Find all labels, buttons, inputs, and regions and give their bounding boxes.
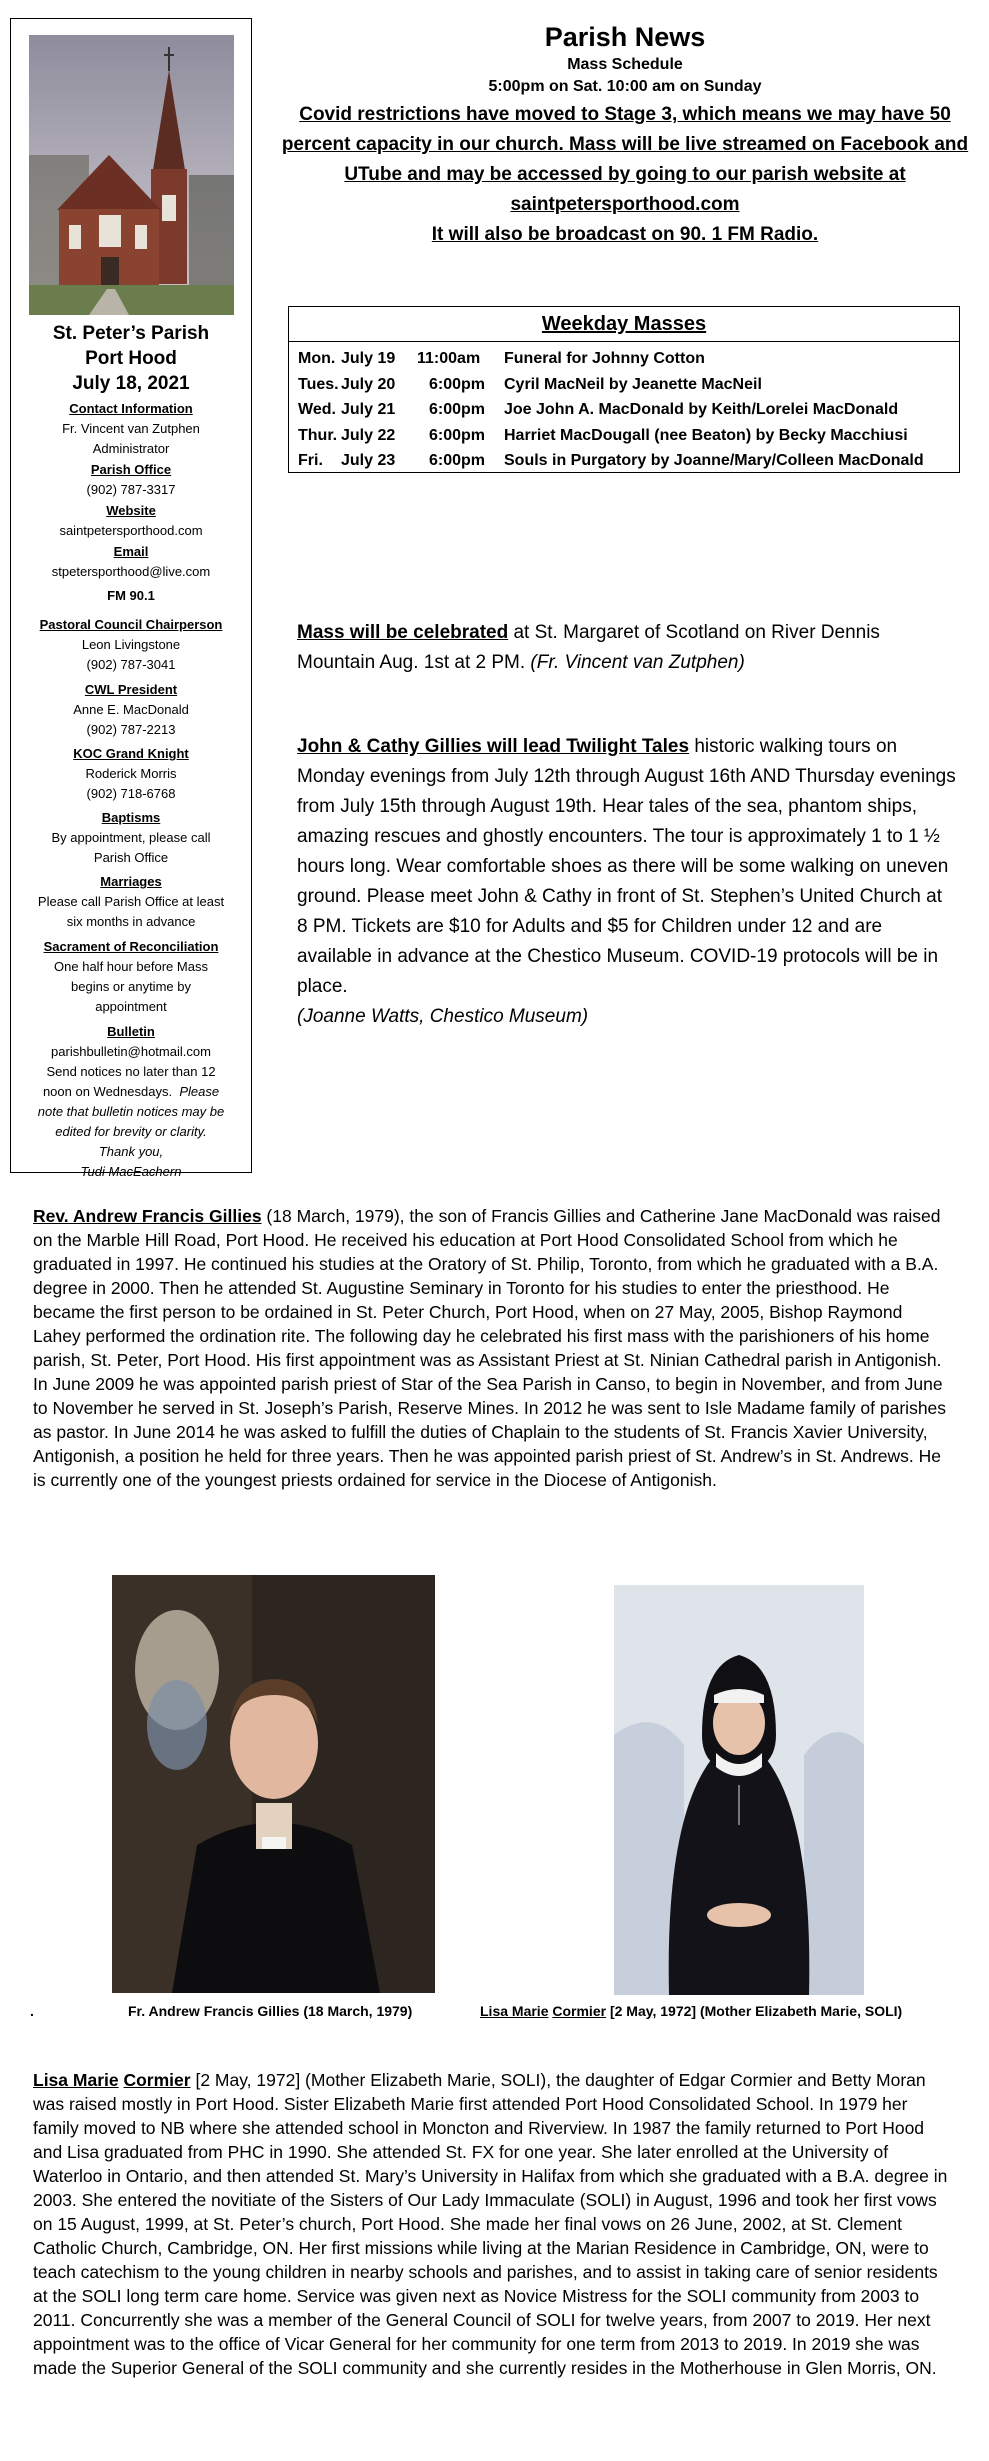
koc-heading: KOC Grand Knight [73, 746, 189, 761]
table-row [289, 346, 959, 372]
sidebar-office [11, 460, 251, 500]
bulletin-deadline-text: noon on Wednesdays. [42, 1084, 173, 1099]
mass-day: Mon. [298, 350, 336, 367]
mass-time: 11:00am [417, 350, 481, 367]
cwl-heading: CWL President [84, 682, 178, 697]
marriages-line-1: Please call Parish Office at least [37, 894, 225, 909]
photo-lisa-marie-cormier [614, 1585, 864, 1995]
koc-name: Roderick Morris [85, 766, 177, 781]
notice-credit: (Joanne Watts, Chestico Museum) [297, 1006, 589, 1027]
sidebar-koc [11, 744, 251, 804]
office-heading: Parish Office [90, 462, 172, 477]
sidebar-date: July 18, 2021 [72, 373, 190, 394]
contact-heading: Contact Information [69, 401, 193, 416]
church-photo [29, 35, 234, 315]
table-row [289, 448, 959, 474]
caption-name-last: Cormier [552, 2003, 607, 2019]
pastoral-name: Leon Livingstone [81, 637, 181, 652]
parish-sidebar [10, 18, 252, 1179]
sidebar-baptisms [11, 808, 251, 868]
bio-text: (18 March, 1979), the son of Francis Gillies and Catherine Jane MacDonald was raised on the Marble Hill Road, Port Hood. He received his education at Port Hood Consolidated School from which he graduated in 1997. He continued his studies at the Oratory of St. Philip, Toronto, from which he graduated with a B.A. degree in 2000. Then he attended St. Augustine Seminary in Toronto for his studies to enter the priesthood. He became the first person to be ordained in St. Peter Church, Port Hood, when on 27 May, 2005, Bishop Raymond Lahey performed the ordination rite. The following day he celebrated his first mass with the parishioners of his home parish, St. Peter, Port Hood. His first appointment was as Assistant Priest at St. Ninian Cathedral parish in Antigonish. In June 2009 he was appointed parish priest of Star of the Sea Parish in Canso, to begin in November, and from June to November he served in St. Joseph’s Parish, Reserve Mines. In 2012 he was sent to Isle Madame family of parishes as pastor. In June 2014 he was asked to fulfill the duties of Chaplain to the students of St. Francis Xavier University, Antigonish, a position he held for three years. Then he was appointed parish priest of St. Andrew’s in St. Andrews. He is currently one of the youngest priests ordained for service in the Diocese of Antigonish. [33, 1206, 947, 1490]
caption-lisa-marie-cormier [480, 2002, 902, 2020]
sidebar-marriages [11, 872, 251, 932]
sidebar-radio: FM 90.1 [107, 588, 155, 603]
mass-intention: Harriet MacDougall (nee Beaton) by Becky Macchiusi [504, 426, 908, 444]
bulletin-note-2: edited for brevity or clarity. [55, 1124, 207, 1139]
mass-intention: Cyril MacNeil by Jeanette MacNeil [504, 375, 762, 393]
sidebar-website [11, 501, 251, 541]
bulletin-email[interactable]: parishbulletin@hotmail.com [51, 1044, 211, 1059]
notice-lead: Mass will be celebrated [297, 622, 509, 643]
bulletin-deadline-1: Send notices no later than 12 [46, 1064, 216, 1079]
bulletin-deadline-2 [11, 1082, 251, 1102]
weekday-masses-title: Weekday Masses [289, 307, 959, 342]
notice-text: historic walking tours on Monday evenings from July 12th through August 16th AND Thursday evenings from July 15th through August 19th. Hear tales of the sea, phantom ships, amazing rescues and ghostly encounters. The tour is approximately 1 to 1 ½ hours long. Wear comfortable shoes as there will be some walking on uneven ground. Please meet John & Cathy in front of St. Stephen’s United Church at 8 PM. Tickets are $10 for Adults and $5 for Children under 12 and are available in advance at the Chestico Museum. COVID-19 protocols will be in place. [297, 736, 956, 997]
mass-time: 6:00pm [429, 452, 486, 469]
email-link[interactable]: stpetersporthood@live.com [51, 564, 211, 579]
bio-lisa-marie-cormier [33, 2068, 953, 2380]
sidebar-parish-name: St. Peter’s Parish [52, 323, 210, 344]
mass-date: July 21 [341, 401, 396, 418]
mass-time: 6:00pm [429, 375, 486, 393]
sidebar-bulletin [11, 1022, 251, 1182]
bulletin-thanks: Thank you, [98, 1144, 164, 1159]
caption-fr-andrew-gillies: Fr. Andrew Francis Gillies (18 March, 1979) [128, 2003, 413, 2019]
mass-intention: Funeral for Johnny Cotton [504, 350, 705, 367]
broadcast-notice: It will also be broadcast on 90. 1 FM Radio. [431, 224, 819, 245]
baptisms-line-2: Parish Office [93, 850, 169, 865]
reconciliation-line-2: begins or anytime by [71, 979, 191, 994]
weekday-masses-table [288, 306, 960, 473]
sidebar-cwl [11, 680, 251, 740]
mass-date: July 20 [341, 375, 396, 393]
website-heading: Website [106, 503, 156, 518]
marriages-line-2: six months in advance [66, 914, 196, 929]
contact-name: Fr. Vincent van Zutphen [62, 421, 200, 436]
contact-role: Administrator [92, 441, 170, 456]
parish-news-header [270, 20, 980, 250]
email-heading: Email [113, 544, 149, 559]
photo-fr-andrew-gillies [112, 1575, 435, 1993]
baptisms-line-1: By appointment, please call [51, 830, 211, 845]
page-title: Parish News [544, 22, 706, 52]
mass-schedule-label: Mass Schedule [567, 56, 683, 73]
baptisms-heading: Baptisms [101, 810, 161, 825]
mass-intention: Joe John A. MacDonald by Keith/Lorelei MacDonald [504, 401, 899, 418]
sidebar-contact [11, 399, 251, 459]
bulletin-note-1: note that bulletin notices may be [37, 1104, 225, 1119]
mass-date: July 19 [341, 350, 396, 367]
mass-date: July 22 [341, 426, 396, 444]
mass-day: Fri. [298, 452, 323, 469]
mass-day: Tues. [298, 375, 339, 393]
bio-name-first: Lisa Marie [33, 2070, 119, 2090]
cwl-phone: (902) 787-2213 [86, 722, 176, 737]
caption-details: [2 May, 1972] (Mother Elizabeth Marie, SOLI) [606, 2003, 903, 2019]
bulletin-note-start: Please [179, 1084, 220, 1099]
bio-name: Rev. Andrew Francis Gillies [33, 1206, 262, 1226]
office-phone: (902) 787-3317 [86, 482, 176, 497]
pastoral-phone: (902) 787-3041 [86, 657, 176, 672]
table-row [289, 423, 959, 449]
caption-name-first: Lisa Marie [480, 2003, 549, 2019]
reconciliation-line-3: appointment [95, 999, 167, 1014]
koc-phone: (902) 718-6768 [86, 786, 176, 801]
bio-andrew-gillies [33, 1204, 953, 1492]
cwl-name: Anne E. MacDonald [73, 702, 189, 717]
sidebar-pastoral [11, 615, 251, 675]
sidebar-email [11, 542, 251, 582]
table-row [289, 372, 959, 398]
mass-intention: Souls in Purgatory by Joanne/Mary/Colleen MacDonald [504, 452, 924, 469]
bulletin-signature: Tudi MacEachern [80, 1164, 182, 1179]
notice-text: at St. Margaret of Scotland on River Dennis Mountain Aug. 1st at 2 PM. [297, 622, 880, 673]
notice-credit: (Fr. Vincent van Zutphen) [530, 652, 745, 673]
covid-notice-text: Covid restrictions have moved to Stage 3, which means we may have 50 percent capacity in our church. Mass will be live streamed on Facebook and UTube and may be accessed by going to our parish website at saintpetersporthood.com [281, 104, 969, 215]
reconciliation-line-1: One half hour before Mass [54, 959, 208, 974]
mass-day: Wed. [298, 401, 336, 418]
reconciliation-heading: Sacrament of Reconciliation [43, 939, 219, 954]
marriages-heading: Marriages [100, 874, 162, 889]
pastoral-heading: Pastoral Council Chairperson [39, 617, 223, 632]
notice-twilight-tales [297, 732, 957, 1032]
mass-schedule-times: 5:00pm on Sat. 10:00 am on Sunday [488, 78, 762, 95]
bio-text: [2 May, 1972] (Mother Elizabeth Marie, SOLI), the daughter of Edgar Cormier and Betty Moran was raised mostly in Port Hood. Sister Elizabeth Marie first attended Port Hood Consolidated School. In 1979 her family moved to NB where she attended school in Moncton and Riverview. In 1987 the family returned to Port Hood and Lisa graduated from PHC in 1990. She attended St. FX for one year. She later enrolled at the University of Waterloo in Ontario, and then attended St. Mary’s University in Halifax from which she graduated with a B.A. degree in 2003. She entered the novitiate of the Sisters of Our Lady Immaculate (SOLI) in August, 1996 and took her first vows on 15 August, 1999, at St. Peter’s church, Port Hood. She made her final vows on 26 June, 2002, at St. Clement Catholic Church, Cambridge, ON. Her first missions while living at the Marian Residence in Cambridge, ON, were to teach catechism to the young children in nearby schools and parishes, and to assist in taking care of senior residents at the SOLI long term care home. Service was given next as Novice Mistress for the SOLI community from 2003 to 2011. Concurrently she was a member of the General Council of SOLI for twelve years, from 2007 to 2019. Her next appointment was to the office of Vicar General for her community for one term from 2013 to 2019. In 2019 she was made the Superior General of the SOLI community and she currently resides in the Motherhouse in Glen Morris, ON. [33, 2070, 948, 2378]
mass-time: 6:00pm [429, 426, 486, 444]
mass-day: Thur. [298, 426, 338, 444]
sidebar-reconciliation [11, 937, 251, 1017]
sidebar-location: Port Hood [85, 348, 177, 369]
bio-name-last: Cormier [123, 2070, 191, 2090]
mass-time: 6:00pm [429, 401, 486, 418]
caption-dot: . [30, 2003, 34, 2019]
notice-mass-celebrated [297, 618, 957, 678]
mass-date: July 23 [341, 452, 396, 469]
bulletin-heading: Bulletin [107, 1024, 155, 1039]
website-link[interactable]: saintpetersporthood.com [59, 523, 203, 538]
covid-notice [280, 100, 970, 250]
notice-lead: John & Cathy Gillies will lead Twilight Tales [297, 736, 690, 757]
table-row [289, 397, 959, 423]
